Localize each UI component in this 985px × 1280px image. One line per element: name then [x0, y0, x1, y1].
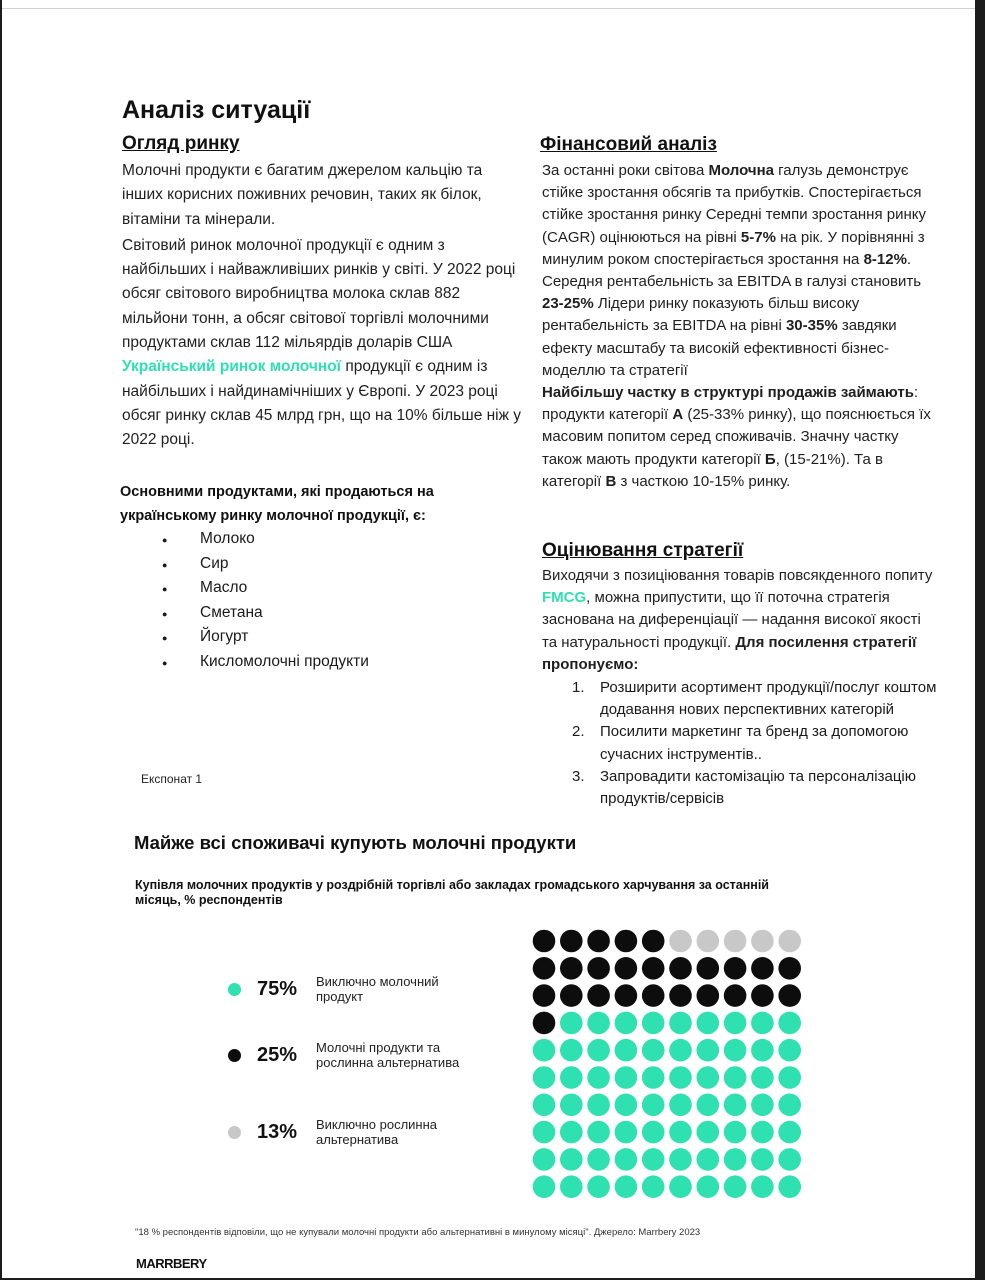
waffle-cell-accent [751, 1148, 774, 1171]
list-item: 2. Посилити маркетинг та бренд за допомогою сучасних інструментів.. [572, 723, 909, 763]
waffle-cell-accent [533, 1148, 556, 1171]
list-item: ● Йогурт [162, 625, 369, 650]
waffle-cell-dark [642, 930, 665, 953]
waffle-cell-dark [560, 930, 583, 953]
waffle-cell-accent [778, 1148, 801, 1171]
waffle-cell-accent [615, 1066, 638, 1089]
legend-item-dairy-and-plant [228, 1040, 466, 1070]
fmcg-highlight: FMCG [542, 589, 587, 607]
waffle-cell-dark [615, 957, 638, 980]
waffle-cell-accent [669, 1039, 692, 1062]
waffle-cell-accent [560, 1012, 583, 1035]
waffle-cell-dark [669, 984, 692, 1007]
waffle-cell-grey [669, 930, 692, 953]
products-list [162, 527, 369, 674]
brand-logo: MARRBERY [136, 1256, 207, 1271]
waffle-cell-dark [642, 984, 665, 1007]
waffle-cell-accent [697, 1039, 720, 1062]
waffle-cell-dark [533, 984, 556, 1007]
waffle-cell-accent [669, 1012, 692, 1035]
legend-swatch [228, 983, 241, 996]
waffle-cell-accent [751, 1066, 774, 1089]
exhibit-label: Експонат 1 [141, 772, 203, 786]
waffle-cell-accent [778, 1066, 801, 1089]
waffle-cell-accent [615, 1148, 638, 1171]
waffle-cell-accent [560, 1066, 583, 1089]
waffle-cell-accent [669, 1148, 692, 1171]
waffle-cell-accent [587, 1175, 610, 1198]
waffle-cell-accent [751, 1175, 774, 1198]
waffle-cell-accent [751, 1121, 774, 1144]
waffle-cell-accent [697, 1094, 720, 1117]
legend-value: 75% [257, 977, 298, 1000]
waffle-cell-accent [642, 1175, 665, 1198]
market-text [122, 159, 527, 453]
waffle-cell-accent [724, 1148, 747, 1171]
waffle-cell-accent [669, 1094, 692, 1117]
waffle-cell-grey [751, 930, 774, 953]
strategy-heading: Оцінювання стратегії [542, 540, 744, 561]
waffle-cell-accent [587, 1148, 610, 1171]
waffle-cell-accent [697, 1148, 720, 1171]
waffle-cell-dark [697, 957, 720, 980]
waffle-cell-accent [560, 1039, 583, 1062]
waffle-cell-accent [587, 1121, 610, 1144]
waffle-cell-accent [615, 1012, 638, 1035]
footnote: "18 % респондентів відповіли, що не купували молочні продукти або альтернативні в минулому місяці". Джерело: Marrbery 2023 [135, 1227, 701, 1238]
waffle-cell-accent [560, 1094, 583, 1117]
list-item: ● Масло [162, 576, 369, 601]
waffle-cell-accent [724, 1039, 747, 1062]
waffle-cell-dark [587, 930, 610, 953]
waffle-cell-accent [778, 1039, 801, 1062]
waffle-cell-accent [533, 1121, 556, 1144]
waffle-cell-accent [778, 1175, 801, 1198]
waffle-cell-accent [697, 1066, 720, 1089]
waffle-cell-dark [533, 957, 556, 980]
finance-paragraph: За останні роки світова Молочна галузь демонструє стійке зростання обсягів та прибутків. Спостерігається стійке зростання ринку Середні темпи зростання ринку (CAGR) оцінюються на рівні 5-7% на рік. У порівнянні з минулим роком спостерігається зростання на 8-12%. Середня рентабельність за EBITDA в галузі становить 23-25% Лідери ринку показують більш високу рентабельність за EBITDA на рівні 30-35% завдяки ефекту масштабу та високій ефективності бізнес-моделлю та стратегії [542, 162, 926, 379]
waffle-cell-dark [778, 957, 801, 980]
page-title: Аналіз ситуації [122, 96, 311, 124]
waffle-cell-accent [642, 1066, 665, 1089]
products-lead: Основними продуктами, які продаються на українському ринку молочної продукції, є: [120, 484, 434, 524]
market-paragraph-1: Молочні продукти є багатим джерелом кальцію та інших корисних поживних речовин, таких як білок, вітаміни та мінерали. [122, 162, 483, 228]
waffle-cell-accent [669, 1175, 692, 1198]
right-border [975, 0, 985, 1280]
waffle-cell-accent [642, 1121, 665, 1144]
waffle-cell-dark [587, 957, 610, 980]
waffle-cell-dark [615, 930, 638, 953]
waffle-cell-accent [642, 1094, 665, 1117]
waffle-cell-accent [587, 1039, 610, 1062]
waffle-cell-dark [642, 957, 665, 980]
waffle-cell-accent [642, 1039, 665, 1062]
legend-item-dairy-only [228, 974, 466, 1004]
waffle-cell-accent [587, 1094, 610, 1117]
waffle-cell-dark [697, 984, 720, 1007]
waffle-cell-accent [669, 1121, 692, 1144]
waffle-cell-accent [615, 1175, 638, 1198]
waffle-cell-accent [778, 1094, 801, 1117]
strategy-text: Виходячи з позиціювання товарів повсякденного попиту FMCG, можна припустити, що її поточна стратегія заснована на диференціації — надання високої якості та натуральності продукції. Для посилення стратегії пропонуємо: [542, 567, 933, 673]
list-item: ● Кисломолочні продукти [162, 650, 369, 675]
waffle-cell-accent [615, 1094, 638, 1117]
waffle-cell-accent [669, 1066, 692, 1089]
waffle-cell-dark [778, 984, 801, 1007]
waffle-cell-accent [697, 1175, 720, 1198]
waffle-cell-accent [560, 1175, 583, 1198]
waffle-cell-accent [560, 1148, 583, 1171]
waffle-cell-accent [533, 1094, 556, 1117]
market-paragraph-3: Український ринок молочної продукції є одним із найбільших і найдинамічніших у Європі. У 2023 році обсяг ринку склав 45 млрд грн, що на 10% більше ніж у 2022 році. [122, 358, 522, 449]
waffle-cell-grey [778, 930, 801, 953]
waffle-cell-accent [724, 1175, 747, 1198]
legend-label: Молочні продукти та рослинна альтернатива [316, 1040, 460, 1070]
waffle-cell-dark [615, 984, 638, 1007]
waffle-cell-accent [587, 1012, 610, 1035]
list-item: 1. Розширити асортимент продукції/послуг коштом додавання нових перспективних категорій [572, 679, 937, 719]
chart-subtitle: Купівля молочних продуктів у роздрібній торгівлі або закладах громадського харчування за останній місяць, % респондентів [135, 878, 769, 907]
legend-label: Виключно молочний продукт [316, 974, 439, 1004]
waffle-cell-dark [533, 1012, 556, 1035]
market-paragraph-2: Світовий ринок молочної продукції є одним з найбільших і найважливіших ринків у світі. У 2022 році обсяг світового виробництва молока склав 882 мільйони тонн, а обсяг світової торгівлі молочними продуктами склав 112 мільярдів доларів США [122, 236, 516, 352]
waffle-cell-dark [751, 957, 774, 980]
list-item: ● Сир [162, 552, 369, 577]
chart-title: Майже всі споживачі купують молочні продукти [134, 832, 577, 853]
waffle-cell-dark [533, 930, 556, 953]
waffle-cell-accent [724, 1012, 747, 1035]
waffle-cell-grey [724, 930, 747, 953]
legend-item-plant-only [228, 1117, 466, 1147]
waffle-cell-accent [642, 1148, 665, 1171]
waffle-cell-accent [697, 1121, 720, 1144]
waffle-cell-accent [697, 1012, 720, 1035]
waffle-cell-accent [560, 1121, 583, 1144]
strategy-steps [572, 677, 952, 823]
waffle-cell-dark [560, 984, 583, 1007]
waffle-cell-accent [533, 1066, 556, 1089]
finance-text [542, 160, 937, 493]
waffle-cell-accent [724, 1094, 747, 1117]
legend-value: 13% [257, 1120, 298, 1143]
waffle-cell-dark [587, 984, 610, 1007]
waffle-cell-accent [724, 1066, 747, 1089]
market-heading: Огляд ринку [122, 133, 240, 154]
waffle-cell-accent [615, 1039, 638, 1062]
top-bar [0, 0, 985, 9]
legend-value: 25% [257, 1043, 298, 1066]
waffle-cell-dark [751, 984, 774, 1007]
waffle-cell-dark [560, 957, 583, 980]
waffle-cell-accent [587, 1066, 610, 1089]
waffle-cell-accent [642, 1012, 665, 1035]
waffle-cell-grey [697, 930, 720, 953]
list-item: ● Молоко [162, 527, 369, 552]
market-highlight: Український ринок молочної [122, 358, 342, 376]
legend-label: Виключно рослинна альтернатива [316, 1117, 438, 1147]
waffle-cell-accent [533, 1039, 556, 1062]
waffle-cell-dark [724, 957, 747, 980]
waffle-cell-accent [533, 1175, 556, 1198]
waffle-cell-accent [724, 1121, 747, 1144]
waffle-cell-accent [778, 1012, 801, 1035]
waffle-cell-accent [751, 1012, 774, 1035]
waffle-cell-dark [669, 957, 692, 980]
waffle-cell-accent [751, 1094, 774, 1117]
sales-share-paragraph: Найбільшу частку в структурі продажів займають: продукти категорії А (25-33% ринку), що пояснюється їх масовим попитом серед споживачів. Значну частку також мають продукти категорії Б, (15-21%). Та в категорії В з часткою 10-15% ринку. [542, 384, 931, 490]
list-item: ● Сметана [162, 601, 369, 626]
waffle-cell-dark [724, 984, 747, 1007]
finance-heading: Фінансовий аналіз [540, 134, 717, 155]
waffle-cell-accent [615, 1121, 638, 1144]
list-item: 3. Запровадити кастомізацію та персоналізацію продуктів/сервісів [572, 767, 917, 808]
waffle-cell-accent [778, 1121, 801, 1144]
waffle-cell-accent [751, 1039, 774, 1062]
waffle-chart [531, 928, 811, 1198]
left-border [0, 0, 2, 1280]
legend-swatch [228, 1126, 241, 1139]
legend-swatch [228, 1049, 241, 1062]
